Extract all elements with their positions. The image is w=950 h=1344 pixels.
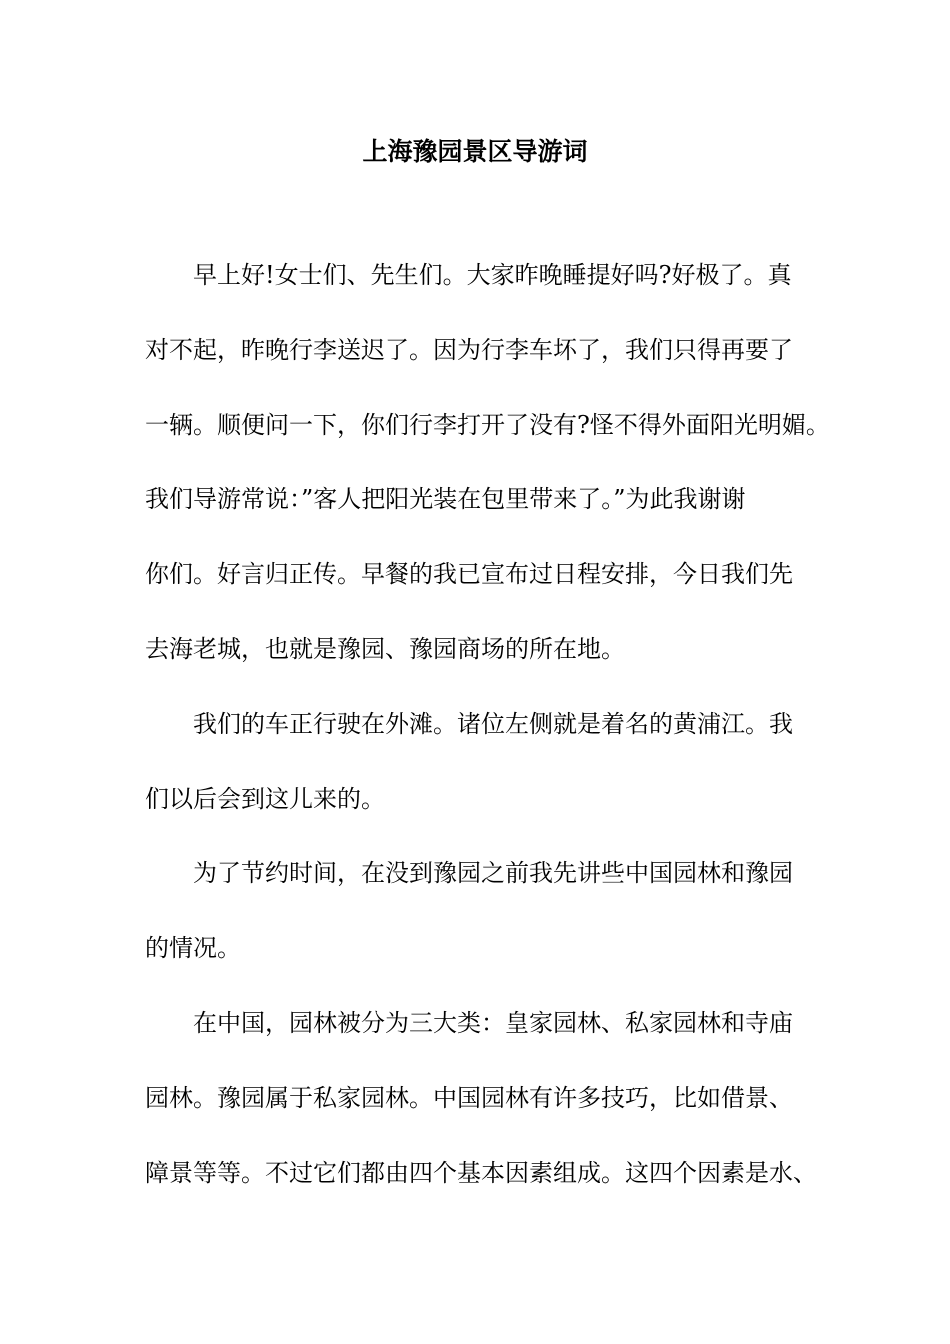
paragraph-line: 对不起，昨晚行李送迟了。因为行李车坏了，我们只得再要了 — [145, 335, 793, 364]
document-title: 上海豫园景区导游词 — [362, 137, 588, 166]
paragraph-line: 你们。好言归正传。早餐的我已宣布过日程安排，今日我们先 — [145, 560, 793, 589]
document-body — [145, 255, 835, 1227]
paragraph-line: 我们的车正行驶在外滩。诸位左侧就是着名的黄浦江。我 — [193, 709, 793, 738]
paragraph-line: 一辆。顺便问一下，你们行李打开了没有?怪不得外面阳光明媚。 — [145, 410, 830, 439]
paragraph-line: 去海老城，也就是豫园、豫园商场的所在地。 — [145, 634, 625, 663]
paragraph-line: 我们导游常说：”客人把阳光装在包里带来了。”为此我谢谢 — [145, 485, 746, 514]
paragraph-line: 的情况。 — [145, 934, 241, 963]
paragraph-line: 园林。豫园属于私家园林。中国园林有许多技巧，比如借景、 — [145, 1083, 793, 1112]
paragraph-line: 早上好!女士们、先生们。大家昨晚睡提好吗?好极了。真 — [193, 261, 792, 289]
paragraph-line: 在中国，园林被分为三大类：皇家园林、私家园林和寺庙 — [193, 1008, 793, 1037]
paragraph-line: 障景等等。不过它们都由四个基本因素组成。这四个因素是水、 — [145, 1158, 817, 1187]
paragraph-line: 们以后会到这儿来的。 — [145, 784, 385, 813]
paragraph-line: 为了节约时间，在没到豫园之前我先讲些中国园林和豫园 — [193, 859, 793, 888]
